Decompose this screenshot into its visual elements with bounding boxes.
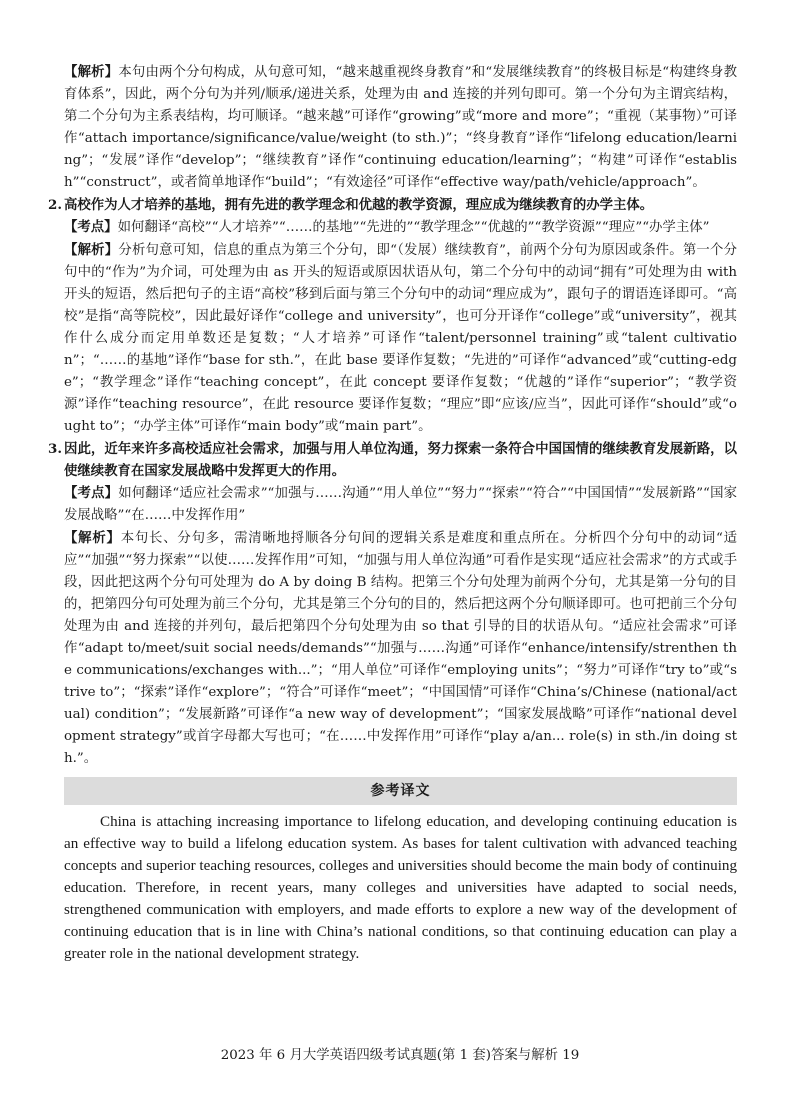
analysis-text: 分析句意可知，信息的重点为第三个分句，即“（发展）继续教育”，前两个分句为原因或条件。第一个分句中的“作为”为介词，可处理为由 as 开头的短语或原因状语从句，第二个分句中的动词“拥有”可处理为由 with 开头的短语，然后把句子的主语“高校”移到后面与第三个分句中的动词“理应成为”，跟句子的谓语连译即可。“高校”是指“高等院校”，因此最好译作“college and university”，也可分开译作“college”或“university”，视其作什么成分而定用单数还是复数；“人才培养”可译作“talent/personnel training”或“talent cultivation”；“……的基地”译作“base for sth.”，在此 base 要译作复数；“先进的”可译作“advanced”或“cutting-edge”；“教学理念”译作“teaching concept”，在此 concept 要译作复数；“优越的”译作“superior”；“教学资源”译作“teaching resource”，在此 resource 要译作复数；“理应”即“应该/应当”，因此可译作“should”或“ought to”；“办学主体”可译作“main body”或“main part”。	[64, 243, 737, 434]
source-sentence: 高校作为人才培养的基地，拥有先进的教学理念和优越的教学资源，理应成为继续教育的办学主体。	[64, 197, 654, 213]
point-text: 如何翻译“高校”“人才培养”“……的基地”“先进的”“教学理念”“优越的”“教学资源”“理应”“办学主体”	[117, 220, 710, 235]
item3-analysis	[64, 527, 737, 770]
item2-sentence	[48, 194, 737, 216]
source-sentence: 因此，近年来许多高校适应社会需求，加强与用人单位沟通，努力探索一条符合中国国情的继续教育发展新路，以使继续教育在国家发展战略中发挥更大的作用。	[64, 441, 737, 479]
reference-heading: 参考译文	[64, 777, 737, 805]
item2-point	[64, 216, 737, 239]
answer-analysis-page	[48, 61, 738, 965]
analysis-tag: 【解析】	[64, 64, 119, 80]
item1-analysis	[64, 61, 737, 194]
analysis-tag: 【解析】	[64, 242, 119, 258]
analysis-text: 本句长、分句多，需清晰地捋顺各分句间的逻辑关系是难度和重点所在。分析四个分句中的动词“适应”“加强”“努力探索”“以使……发挥作用”可知，“加强与用人单位沟通”可看作是实现“适应社会需求”的方式或手段，因此把这两个分句可处理为 do A by doing B 结构。把第三个分句处理为前两个分句，尤其是第一分句的目的，把第四分句可处理为前三个分句，尤其是第三个分句的目的，然后把这两个分句顺译即可。也可把前三个分句处理为由 and 连接的并列句，最后把第四个分句处理为由 so that 引导的目的状语从句。“适应社会需求”可译作“adapt to/meet/suit social needs/demands”“加强与……沟通”可译作“enhance/intensify/strenthen the communications/exchanges with...”；“用人单位”可译作“employing units”；“努力”可译作“try to”或“strive to”；“探索”译作“explore”；“符合”可译作“meet”；“中国国情”可译作“China’s/Chinese (national/actual) condition”；“发展新路”可译作“a new way of development”；“国家发展战略”可译作“national development strategy”或首字母都大写也可；“在……中发挥作用”可译作“play a/an... role(s) in sth./in doing sth.”。	[64, 531, 738, 766]
analysis-tag: 【解析】	[64, 530, 121, 546]
page-footer: 2023 年 6 月大学英语四级考试真题(第 1 套)答案与解析 19	[220, 1048, 580, 1063]
item3-point	[64, 482, 737, 527]
item-number: 2.	[48, 197, 62, 213]
analysis-text: 本句由两个分句构成，从句意可知，“越来越重视终身教育”和“发展继续教育”的终极目标是“构建终身教育体系”，因此，两个分句为并列/顺承/递进关系，处理为由 and 连接的并列句即可。第一个分句为主谓宾结构，第二个分句为主系表结构，均可顺译。“越来越”可译作“growing”或“more and more”；“重视（某事物）”可译作“attach importance/significance/value/weight (to sth.)”；“终身教育”译作“lifelong education/learning”；“发展”译作“develop”；“继续教育”译作“continuing education/learning”；“构建”可译作“establish”“construct”，或者简单地译作“build”；“有效途径”可译作“effective way/path/vehicle/approach”。	[64, 65, 738, 190]
item3-sentence	[48, 438, 737, 482]
point-text: 如何翻译“适应社会需求”“加强与……沟通”“用人单位”“努力”“探索”“符合”“中国国情”“发展新路”“国家发展战略”“在……中发挥作用”	[64, 486, 738, 523]
point-tag: 【考点】	[64, 485, 119, 501]
reference-translation: China is attaching increasing importance to lifelong education, and developing continuing education is an effective way to build a lifelong education system. As bases for talent cultivation with advanced teaching concepts and superior teaching resources, colleges and universities should become the main body of continuing education. Therefore, in recent years, many colleges and universities have adapted to social needs, strengthened communication with employers, and made efforts to explore a new way of the development of continuing education that is in line with China’s national conditions, so that continuing education can play a greater role in the national development strategy.	[64, 814, 737, 962]
point-tag: 【考点】	[64, 219, 118, 235]
item-number: 3.	[48, 441, 62, 457]
item2-analysis	[64, 239, 737, 438]
